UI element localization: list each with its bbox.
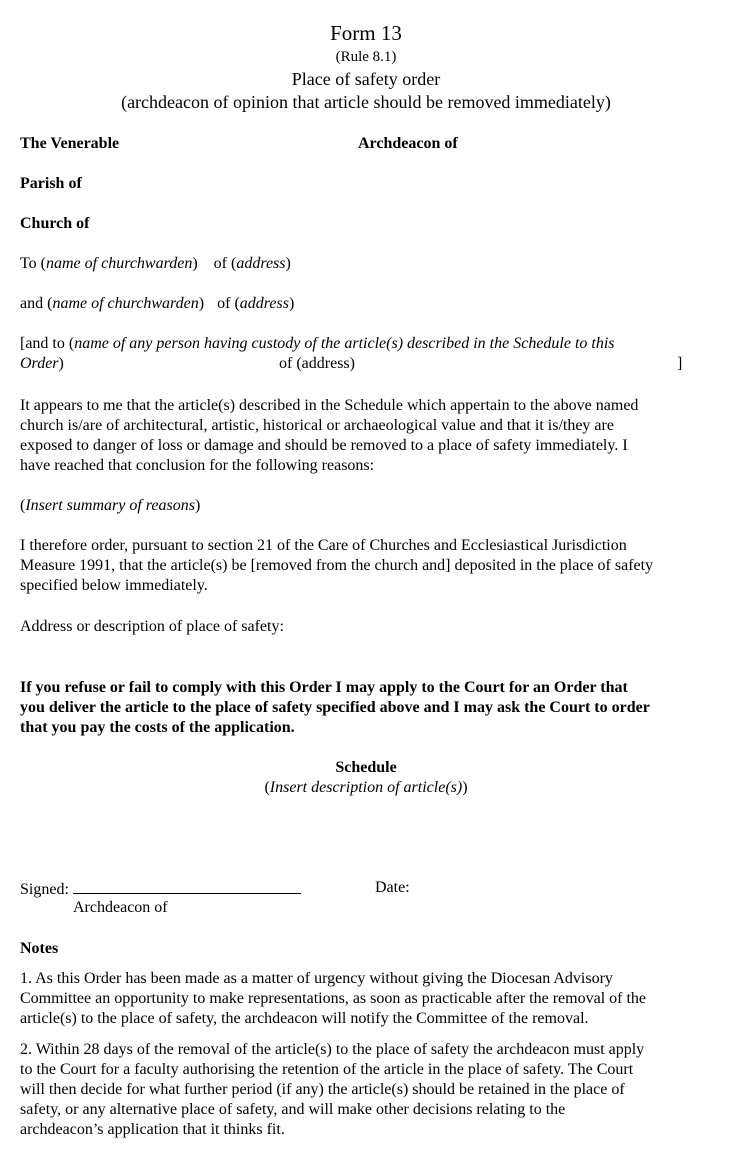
date-label: Date: bbox=[375, 879, 410, 896]
church-label: Church of bbox=[20, 215, 90, 232]
custody-line-2: Order) bbox=[20, 355, 64, 372]
paragraph-1: It appears to me that the article(s) described in the Schedule which appertain to the above named church is/are of architectural, artistic, historical or archaeological value and that it is/they are exposed to danger of loss or damage and should be removed to a place of safety immediately. I have reached that conclusion for the following reasons: bbox=[20, 397, 639, 474]
archdeacon-of-label: Archdeacon of bbox=[358, 135, 458, 152]
form-number: Form 13 bbox=[330, 21, 402, 45]
rule-reference: (Rule 8.1) bbox=[335, 49, 397, 65]
to-churchwarden-line: To (name of churchwarden) of (address) bbox=[20, 255, 291, 272]
venerable-label: The Venerable bbox=[20, 135, 120, 152]
warning-paragraph: If you refuse or fail to comply with this Order I may apply to the Court for an Order that you deliver the article to the place of safety specified above and I may ask the Court to order that you pay the costs of the application. bbox=[20, 679, 650, 736]
schedule-description: (Insert description of article(s)) bbox=[264, 779, 468, 796]
custody-bracket: ] bbox=[677, 355, 683, 372]
signed-label: Signed: bbox=[20, 881, 69, 898]
note-1: 1. As this Order has been made as a matter of urgency without giving the Diocesan Advisory Committee an opportunity to make representations, as soon as practicable after the removal of the article(s) to the place of safety, the archdeacon will notify the Committee of the removal. bbox=[20, 970, 647, 1027]
note-2: 2. Within 28 days of the removal of the article(s) to the place of safety the archdeacon must apply to the Court for a faculty authorising the retention of the article in the place of safety. The Court will then decide for what further period (if any) the article(s) should be retained in the place of safety, or any alternative place of safety, and will make other decisions relating to the archdeacon’s application that it thinks fit. bbox=[20, 1041, 645, 1138]
reasons-placeholder: (Insert summary of reasons) bbox=[20, 497, 201, 514]
signed-line bbox=[20, 878, 301, 900]
notes-title: Notes bbox=[20, 940, 59, 957]
document-subtitle: (archdeacon of opinion that article should be removed immediately) bbox=[121, 92, 611, 112]
paragraph-2: I therefore order, pursuant to section 21 of the Care of Churches and Ecclesiastical Jurisdiction Measure 1991, that the article(s) be [removed from the church and] deposited in the place of safety specified below immediately. bbox=[20, 537, 654, 594]
and-churchwarden-line: and (name of churchwarden) of (address) bbox=[20, 295, 295, 312]
schedule-title: Schedule bbox=[335, 759, 397, 776]
parish-label: Parish of bbox=[20, 175, 82, 192]
signature-archdeacon-of: Archdeacon of bbox=[73, 899, 168, 916]
address-of-safety-label: Address or description of place of safety: bbox=[20, 618, 284, 635]
custody-line-1: [and to (name of any person having custody of the article(s) described in the Schedule to this bbox=[20, 335, 615, 352]
signature-field[interactable] bbox=[73, 878, 301, 894]
custody-of-address: of (address) bbox=[279, 355, 355, 372]
document-title: Place of safety order bbox=[291, 69, 441, 89]
